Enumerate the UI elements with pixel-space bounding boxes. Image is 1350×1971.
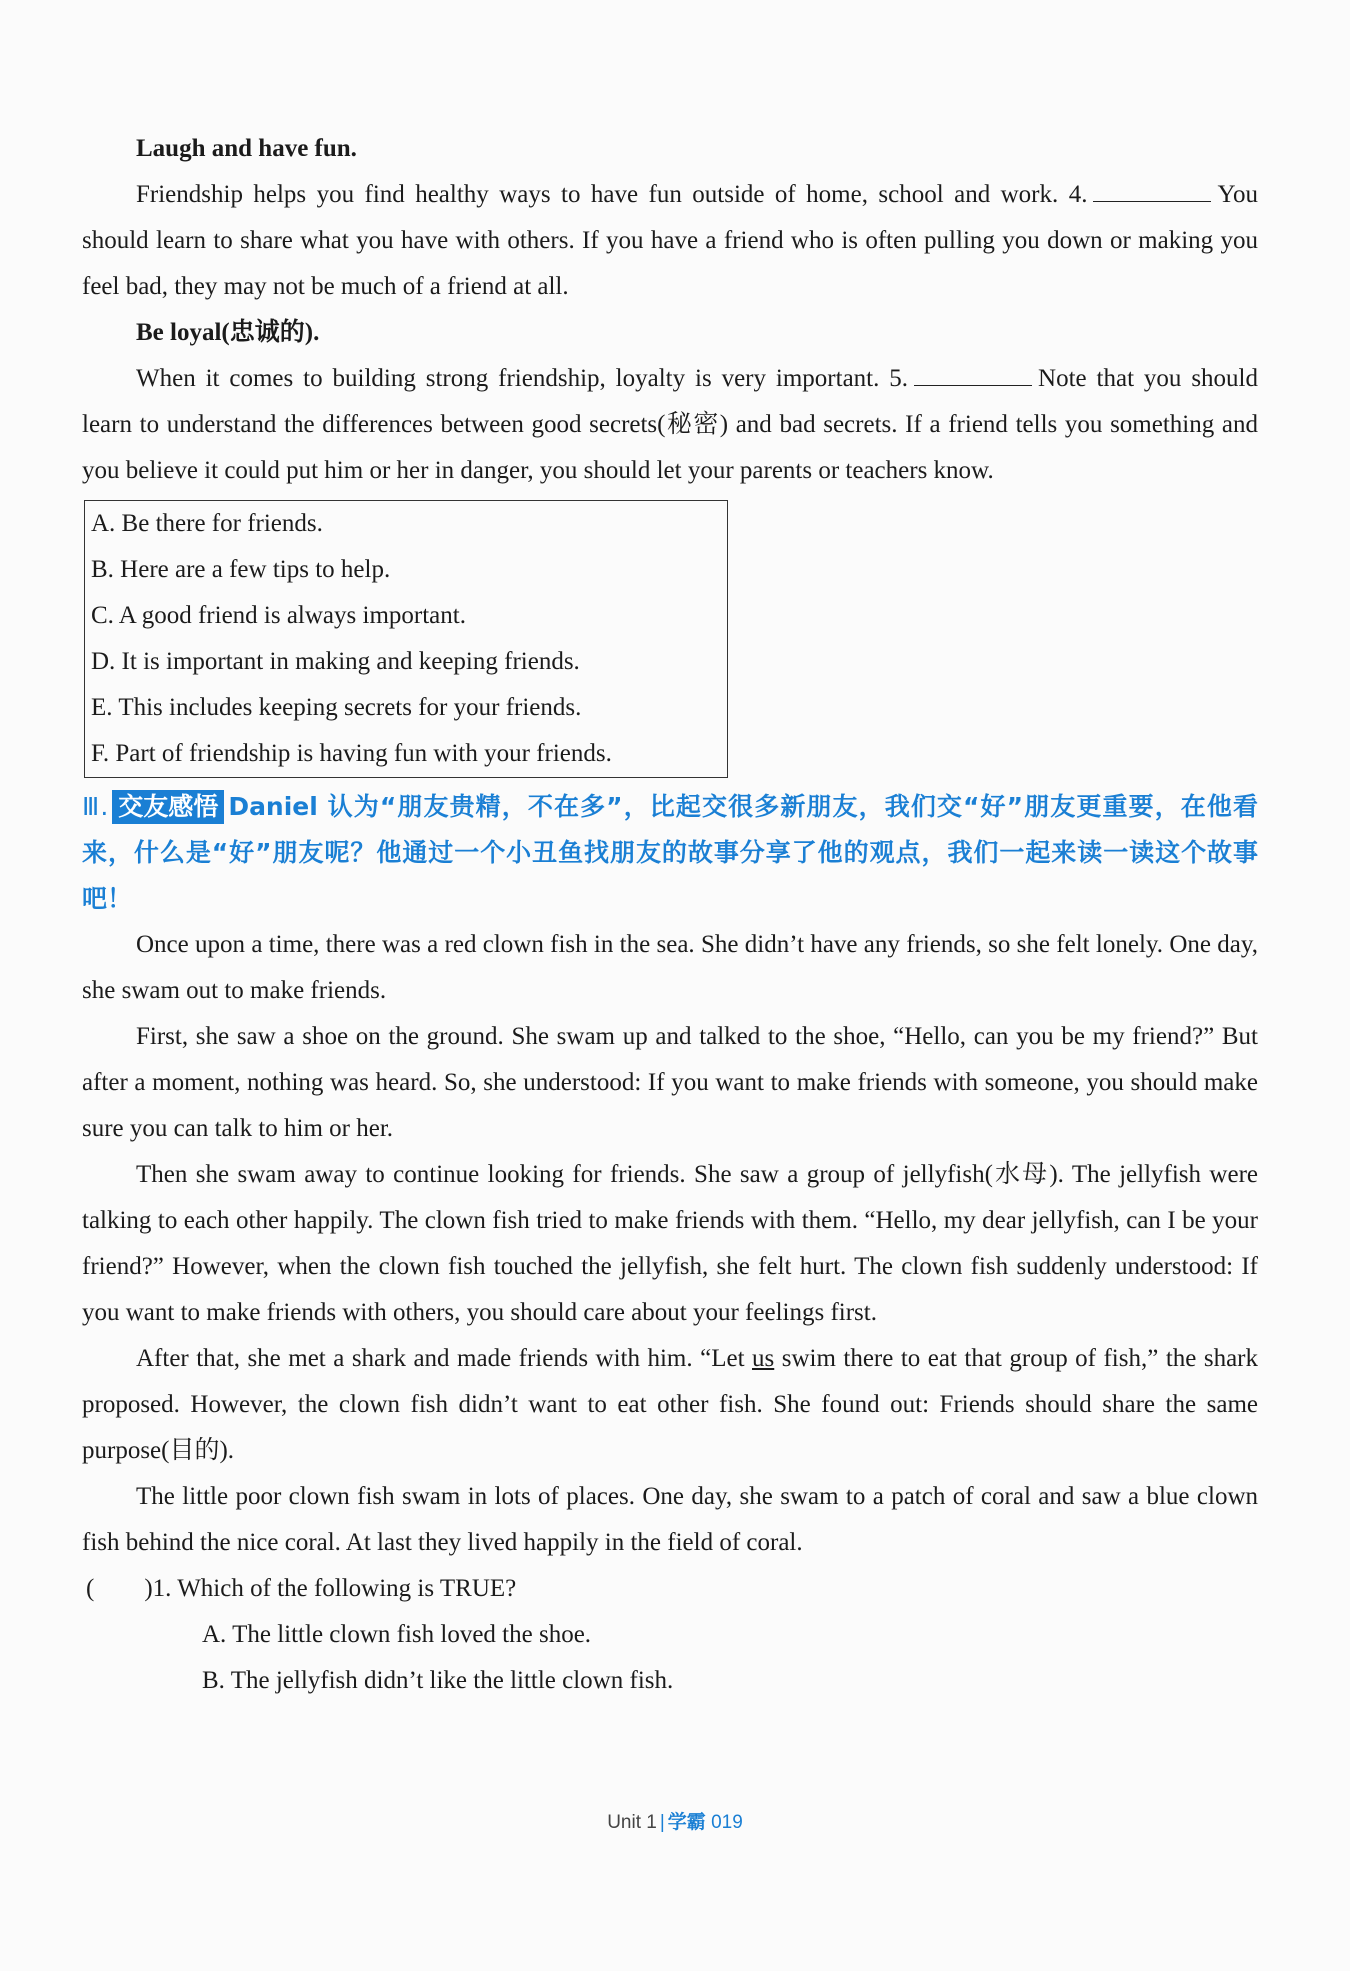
- paragraph-fun-a: Friendship helps you find healthy ways to have fun outside of home, school and work.: [136, 181, 1059, 208]
- question-1: [86, 1566, 1258, 1612]
- section-3-tag: 交友感悟: [112, 790, 224, 824]
- story-paragraph-4: [82, 1336, 1258, 1474]
- paragraph-fun-b: You should learn to share what you have with others. If you have a friend who is often pulling you down or making you feel bad, they may not be much of a friend at all.: [82, 181, 1259, 300]
- footer-page-number: 019: [711, 1812, 743, 1833]
- answer-blank-5[interactable]: [914, 363, 1032, 386]
- paragraph-fun: [82, 172, 1258, 310]
- question-4-number: 4.: [1068, 181, 1088, 208]
- options-box: [84, 500, 728, 778]
- answer-blank-4[interactable]: [1093, 179, 1211, 202]
- story-paragraph-3: Then she swam away to continue looking for friends. She saw a group of jellyfish(水母). The jellyfish were talking to each other happily. The clown fish tried to make friends with them. “Hello, my dear jellyfish, can I be your friend?” However, when the clown fish touched the jellyfish, she felt hurt. The clown fish suddenly understood: If you want to make friends with others, you should care about your feelings first.: [82, 1161, 1258, 1326]
- paragraph-loyal: [82, 356, 1258, 494]
- footer-unit: Unit 1: [607, 1812, 657, 1833]
- option-c: C. A good friend is always important.: [91, 602, 466, 629]
- story-paragraph-4-b: swim there to eat that group of fish,” the shark proposed. However, the clown fish didn’t want to eat other fish. She found out: Friends should share the same purpose(目的).: [82, 1345, 1258, 1464]
- option-d: D. It is important in making and keeping friends.: [91, 648, 580, 675]
- story-paragraph-2: First, she saw a shoe on the ground. She swam up and talked to the shoe, “Hello, can you be my friend?” But after a moment, nothing was heard. So, she understood: If you want to make friends with someone, you should make sure you can talk to him or her.: [82, 1023, 1258, 1142]
- question-5-number: 5.: [889, 365, 909, 392]
- paragraph-loyal-b: Note that you should learn to understand the differences between good secrets(秘密) and bad secrets. If a friend tells you something and you believe it could put him or her in danger, you should let your parents or teachers know.: [82, 365, 1258, 484]
- story-paragraph-4-a: After that, she met a shark and made friends with him. “Let: [136, 1345, 745, 1372]
- section-3-header: [82, 784, 1258, 922]
- option-a: A. Be there for friends.: [91, 510, 323, 537]
- option-b: B. Here are a few tips to help.: [91, 556, 391, 583]
- question-1-option-b: B. The jellyfish didn’t like the little clown fish.: [202, 1667, 674, 1694]
- footer-brand: 学霸: [667, 1812, 706, 1833]
- underlined-word-us: us: [752, 1345, 775, 1372]
- story-paragraph-1: Once upon a time, there was a red clown fish in the sea. She didn’t have any friends, so she felt lonely. One day, she swam out to make friends.: [82, 931, 1258, 1004]
- story-paragraph-5: The little poor clown fish swam in lots of places. One day, she swam to a patch of coral and saw a blue clown fish behind the nice coral. At last they lived happily in the field of coral.: [82, 1483, 1258, 1556]
- option-e: E. This includes keeping secrets for your friends.: [91, 694, 582, 721]
- section-3-number: Ⅲ.: [82, 792, 109, 821]
- question-1-text: 1. Which of the following is TRUE?: [152, 1575, 517, 1602]
- question-1-answer-bracket[interactable]: ( ): [86, 1575, 153, 1602]
- question-1-option-a: A. The little clown fish loved the shoe.: [202, 1621, 592, 1648]
- paragraph-loyal-a: When it comes to building strong friendship, loyalty is very important.: [136, 365, 880, 392]
- section-3-intro: Daniel 认为“朋友贵精，不在多”，比起交很多新朋友，我们交“好”朋友更重要，在他看来，什么是“好”朋友呢？他通过一个小丑鱼找朋友的故事分享了他的观点，我们一起来读一读这个故事吧！: [82, 792, 1258, 913]
- heading-loyal: Be loyal(忠诚的).: [136, 319, 320, 346]
- heading-laugh: Laugh and have fun.: [136, 135, 357, 162]
- option-f: F. Part of friendship is having fun with your friends.: [91, 740, 612, 767]
- page-footer: [0, 1800, 1350, 1846]
- footer-separator: |: [659, 1812, 665, 1833]
